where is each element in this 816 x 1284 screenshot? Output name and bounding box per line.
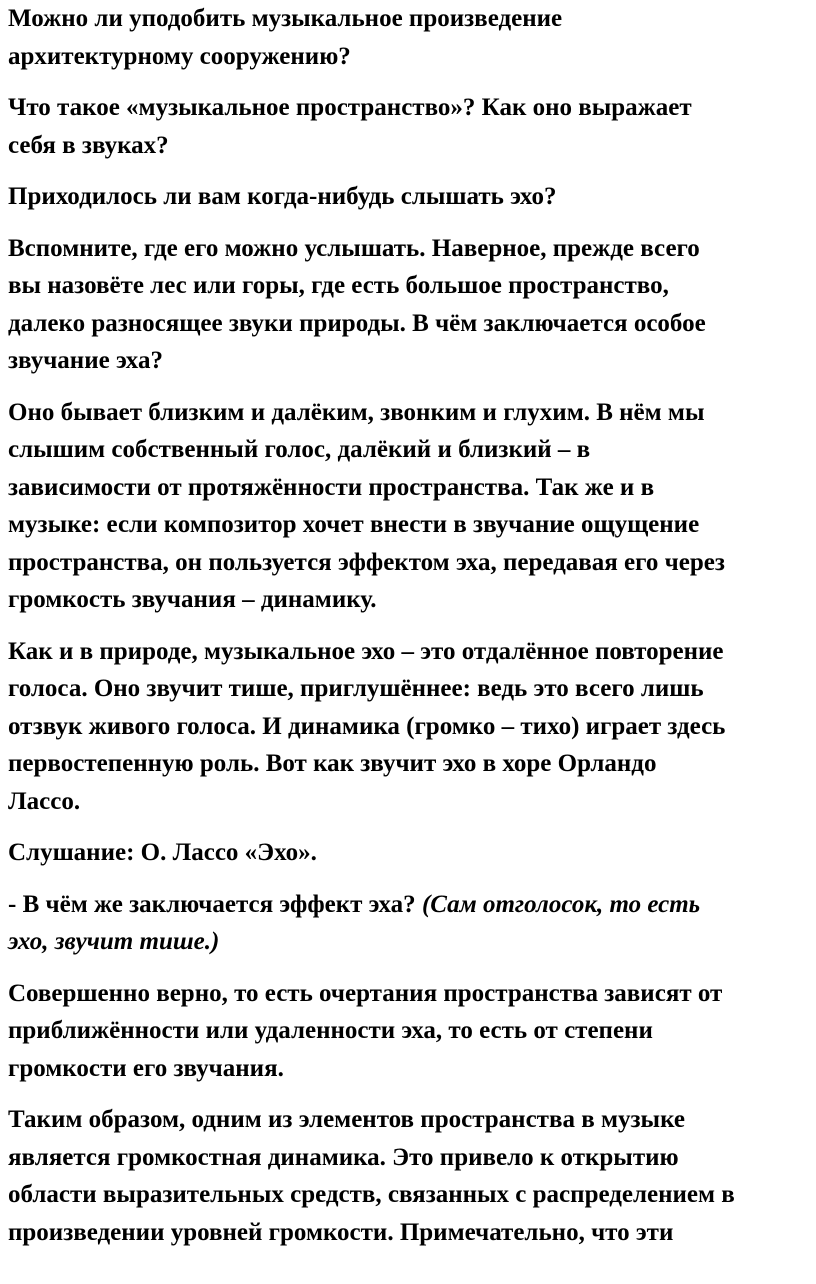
paragraph-1 <box>8 0 808 75</box>
text-line: громкости его звучания. <box>8 1054 284 1082</box>
document-body <box>8 0 808 1265</box>
text-line: произведении уровней громкости. Примечательно, что эти <box>8 1218 674 1246</box>
text-line: звучание эха? <box>8 347 163 374</box>
text-line: Оно бывает близким и далёким, звонким и глухим. В нём мы <box>8 398 705 426</box>
question-text: - В чём же заключается эффект эха? <box>8 890 416 918</box>
text-line: области выразительных средств, связанных с распределением в <box>8 1181 735 1208</box>
text-line: Что такое «музыкальное пространство»? Как оно выражает <box>8 94 692 121</box>
paragraph-2 <box>8 89 808 164</box>
paragraph-5 <box>8 394 808 619</box>
text-line: голоса. Оно звучит тише, приглушённее: ведь это всего лишь <box>8 675 704 702</box>
paragraph-8 <box>8 975 808 1088</box>
text-line: Можно ли уподобить музыкальное произведение <box>8 5 563 32</box>
answer-text: (Сам отголосок, то есть <box>421 890 701 918</box>
text-line: зависимости от протяжённости пространства. Так же и в <box>8 473 655 501</box>
text-line: слышим собственный голос, далёкий и близкий – в <box>8 436 591 463</box>
paragraph-9 <box>8 1101 808 1251</box>
text-line: себя в звуках? <box>8 131 169 159</box>
text-line: Таким образом, одним из элементов пространства в музыке <box>8 1106 685 1133</box>
paragraph-6 <box>8 633 808 821</box>
text-line: архитектурному сооружению? <box>8 42 351 70</box>
paragraph-listening <box>8 834 808 872</box>
text-line: Вспомните, где его можно услышать. Наверное, прежде всего <box>8 234 700 262</box>
text-line <box>8 886 808 924</box>
text-line: Приходилось ли вам когда-нибудь слышать эхо? <box>8 183 557 210</box>
answer-text: эхо, звучит тише.) <box>8 928 220 955</box>
paragraph-3 <box>8 178 808 216</box>
paragraph-question <box>8 886 808 961</box>
text-line: первостепенную роль. Вот как звучит эхо в хоре Орландо <box>8 750 657 777</box>
text-line: далеко разносящее звуки природы. В чём заключается особое <box>8 309 706 337</box>
text-line: Слушание: О. Лассо «Эхо». <box>8 839 317 866</box>
text-line: Совершенно верно, то есть очертания пространства зависят от <box>8 979 723 1007</box>
text-line: Как и в природе, музыкальное эхо – это отдалённое повторение <box>8 637 724 665</box>
text-line: является громкостная динамика. Это привело к открытию <box>8 1143 679 1171</box>
text-line: приближённости или удаленности эха, то есть от степени <box>8 1017 653 1044</box>
text-line: пространства, он пользуется эффектом эха, передавая его через <box>8 548 725 576</box>
text-line: Лассо. <box>8 787 81 815</box>
text-line: вы назовёте лес или горы, где есть большое пространство, <box>8 272 669 299</box>
text-line: отзвук живого голоса. И динамика (громко – тихо) играет здесь <box>8 712 726 740</box>
text-line: музыке: если композитор хочет внести в звучание ощущение <box>8 511 700 538</box>
paragraph-4 <box>8 230 808 380</box>
text-line: громкость звучания – динамику. <box>8 586 377 613</box>
